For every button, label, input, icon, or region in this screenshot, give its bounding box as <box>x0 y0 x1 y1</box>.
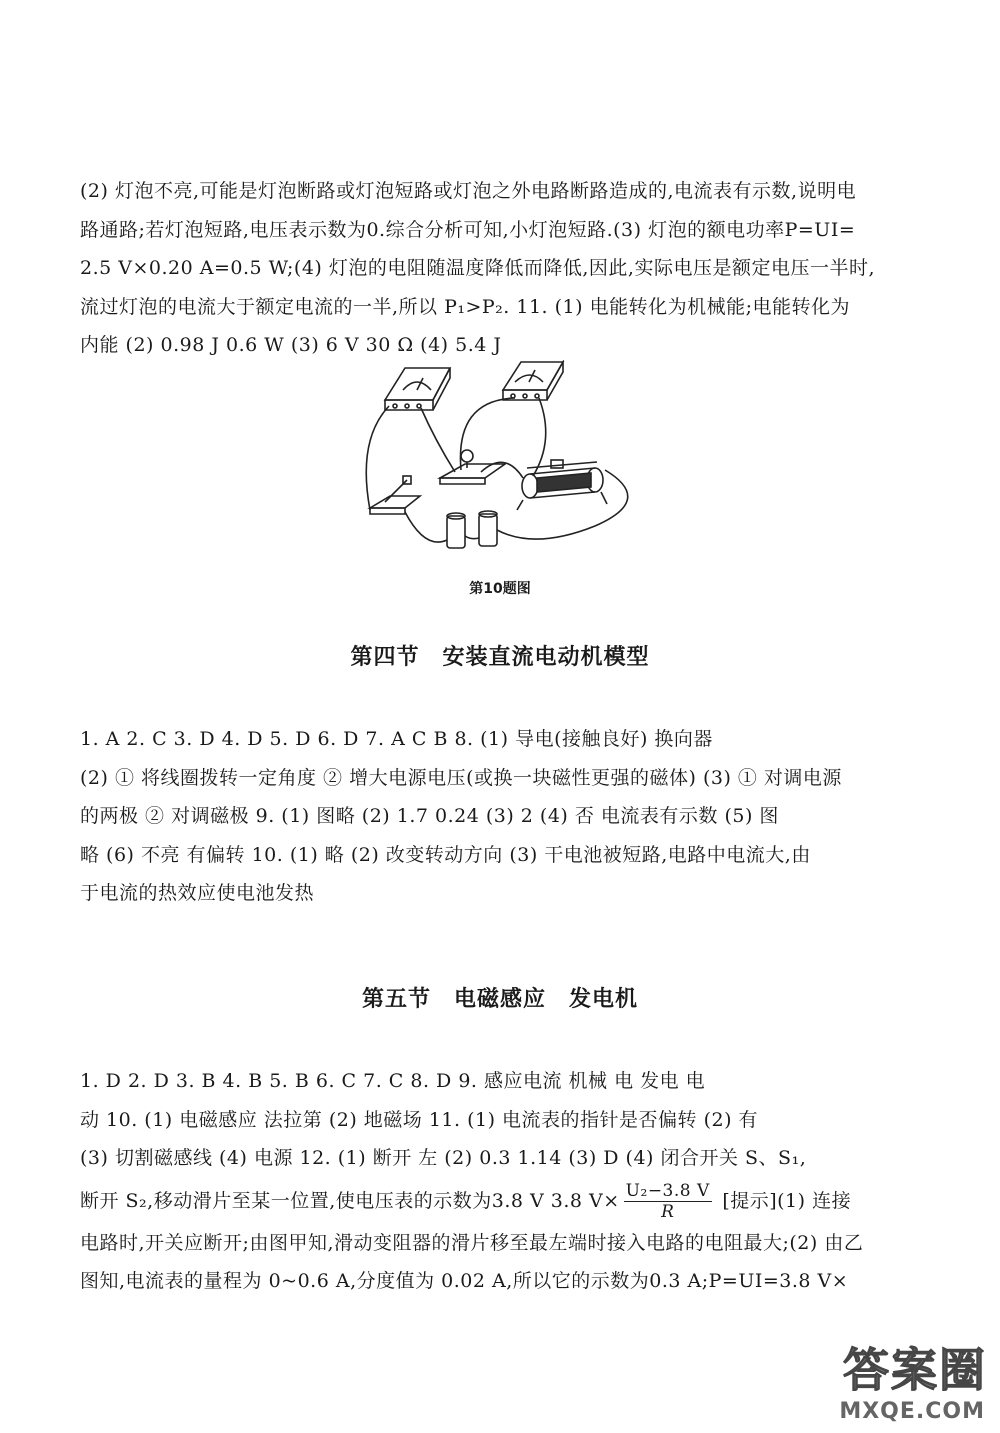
watermark <box>800 1330 995 1430</box>
line-suffix: [提示](1) 连接 <box>715 1189 852 1212</box>
text-line: 于电流的热效应使电池发热 <box>80 882 315 904</box>
watermark-logo: 答案圈 <box>843 1343 987 1397</box>
text-line: 的两极 ② 对调磁极 9. (1) 图略 (2) 1.7 0.24 (3) 2 (4) 否 电流表有示数 (5) 图 <box>80 805 779 827</box>
circuit-diagram-figure <box>355 360 645 560</box>
section5-answers <box>80 1062 890 1301</box>
text-line: 流过灯泡的电流大于额定电流的一半,所以 P₁>P₂. 11. (1) 电能转化为机械能;电能转化为 <box>80 295 850 318</box>
line-prefix: 断开 S₂,移动滑片至某一位置,使电压表的示数为3.8 V 3.8 V× <box>80 1189 620 1212</box>
fraction-denominator: R <box>661 1202 675 1222</box>
bulb-drawing <box>440 450 505 484</box>
text-line: 动 10. (1) 电磁感应 法拉第 (2) 地磁场 11. (1) 电流表的指针是否偏转 (2) 有 <box>80 1108 759 1131</box>
fraction <box>624 1181 712 1222</box>
text-line: (3) 切割磁感线 (4) 电源 12. (1) 断开 左 (2) 0.3 1.14 (3) D (4) 闭合开关 S、S₁, <box>80 1147 807 1169</box>
figure-caption: 第10题图 <box>469 581 531 597</box>
text-line-with-fraction <box>80 1178 890 1224</box>
text-line: 图知,电流表的量程为 0~0.6 A,分度值为 0.02 A,所以它的示数为0.3 A;P=UI=3.8 V× <box>80 1270 849 1292</box>
text-line: 内能 (2) 0.98 J 0.6 W (3) 6 V 30 Ω (4) 5.4 J <box>80 334 502 356</box>
ammeter-drawing <box>385 368 450 410</box>
voltmeter-drawing <box>503 362 563 400</box>
section-heading: 第五节 电磁感应 发电机 <box>361 987 638 1012</box>
fraction-numerator: U₂−3.8 V <box>625 1181 710 1201</box>
watermark-site: MXQE.COM <box>839 1399 985 1424</box>
text-line: 1. D 2. D 3. B 4. B 5. B 6. C 7. C 8. D 9. 感应电流 机械 电 发电 电 <box>80 1070 706 1092</box>
section4-answers <box>80 720 890 913</box>
text-line: 路通路;若灯泡短路,电压表示数为0.综合分析可知,小灯泡短路.(3) 灯泡的额电功率P=UI= <box>80 218 856 241</box>
text-line: 电路时,开关应断开;由图甲知,滑动变阻器的滑片移至最左端时接入电路的电阻最大;(2) 由乙 <box>80 1231 864 1254</box>
text-line: (2) ① 将线圈拨转一定角度 ② 增大电源电压(或换一块磁性更强的磁体) (3) ① 对调电源 <box>80 766 842 789</box>
text-line: 1. A 2. C 3. D 4. D 5. D 6. D 7. A C B 8. (1) 导电(接触良好) 换向器 <box>80 728 713 750</box>
batteries-drawing <box>447 511 497 548</box>
text-line: 略 (6) 不亮 有偏转 10. (1) 略 (2) 改变转动方向 (3) 干电池被短路,电路中电流大,由 <box>80 843 811 866</box>
text-line: 2.5 V×0.20 A=0.5 W;(4) 灯泡的电阻随温度降低而降低,因此,实际电压是额定电压一半时, <box>80 257 875 279</box>
text-line: (2) 灯泡不亮,可能是灯泡断路或灯泡短路或灯泡之外电路断路造成的,电流表有示数,说明电 <box>80 180 857 202</box>
switch-drawing <box>370 476 420 514</box>
section-heading: 第四节 安装直流电动机模型 <box>350 645 650 670</box>
rheostat-drawing <box>517 460 607 510</box>
prev-answers-paragraph <box>80 172 890 365</box>
